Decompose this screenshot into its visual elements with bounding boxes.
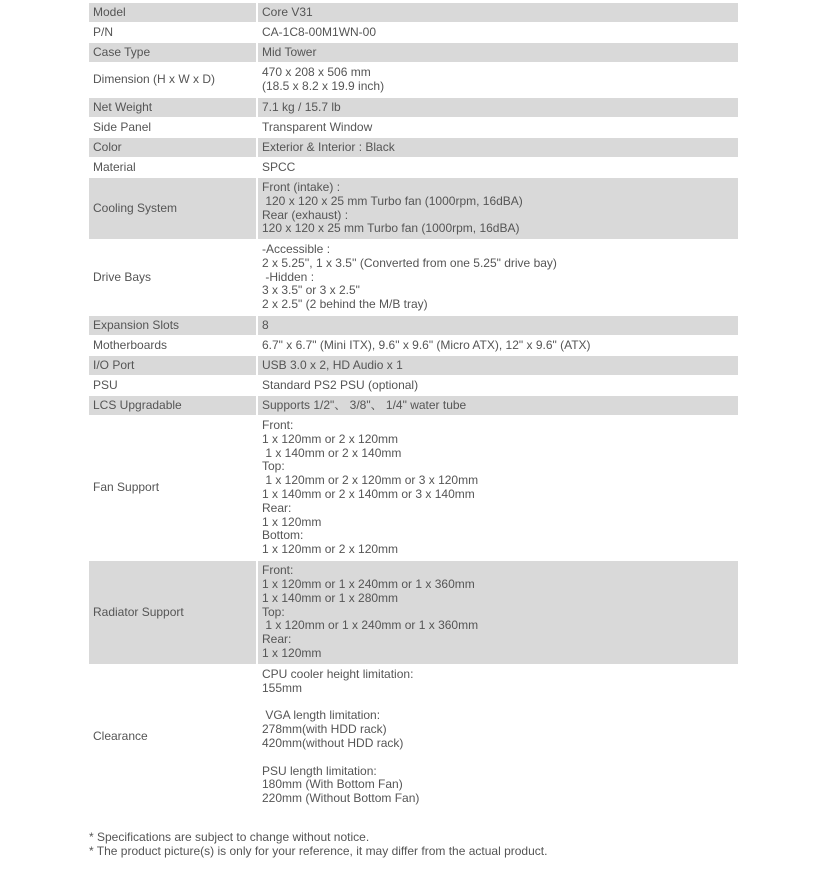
spec-value-line: 155mm xyxy=(262,680,303,695)
spec-label: Side Panel xyxy=(89,118,258,138)
spec-value-line: 120 x 120 x 25 mm Turbo fan (1000rpm, 16dBA) xyxy=(262,221,520,236)
spec-value-line: 1 x 140mm or 2 x 140mm xyxy=(262,445,402,460)
spec-value-line: Transparent Window xyxy=(262,119,373,134)
spec-row xyxy=(89,416,738,561)
spec-row xyxy=(89,665,738,810)
spec-row xyxy=(89,43,738,63)
spec-value-line: Rear: xyxy=(262,500,292,515)
spec-value-line: Core V31 xyxy=(262,4,313,19)
spec-row xyxy=(89,396,738,416)
spec-value xyxy=(258,118,738,138)
spec-label: Drive Bays xyxy=(89,240,258,316)
spec-value-line: Supports 1/2"、 3/8"、 1/4" water tube xyxy=(262,397,467,412)
spec-label: Cooling System xyxy=(89,178,258,240)
spec-table xyxy=(89,3,738,810)
spec-label: Case Type xyxy=(89,43,258,63)
spec-label: Material xyxy=(89,158,258,178)
footnote-picture: * The product picture(s) is only for your reference, it may differ from the actual product. xyxy=(89,843,548,858)
spec-row xyxy=(89,118,738,138)
spec-value-line: Rear (exhaust) : xyxy=(262,207,349,222)
spec-value xyxy=(258,665,738,810)
spec-value xyxy=(258,43,738,63)
spec-row xyxy=(89,376,738,396)
spec-value-line: (18.5 x 8.2 x 19.9 inch) xyxy=(262,79,385,93)
spec-value xyxy=(258,158,738,178)
spec-value xyxy=(258,316,738,336)
spec-row xyxy=(89,98,738,118)
spec-value-line: 180mm (With Bottom Fan) xyxy=(262,777,403,792)
spec-value-line: Mid Tower xyxy=(262,44,317,59)
spec-value-line: 420mm(without HDD rack) xyxy=(262,736,404,750)
spec-value xyxy=(258,376,738,396)
spec-row xyxy=(89,158,738,178)
spec-value-line: CPU cooler height limitation: xyxy=(262,667,414,682)
spec-value xyxy=(258,396,738,416)
spec-value xyxy=(258,98,738,118)
spec-value xyxy=(258,356,738,376)
spec-value xyxy=(258,63,738,98)
spec-value xyxy=(258,240,738,316)
spec-value xyxy=(258,23,738,43)
spec-value-line: 278mm(with HDD rack) xyxy=(262,722,387,737)
spec-value-line: -Hidden : xyxy=(262,269,315,284)
spec-row xyxy=(89,336,738,356)
spec-value-line: -Accessible : xyxy=(262,242,331,256)
spec-label: Model xyxy=(89,3,258,23)
spec-value-line: 8 xyxy=(262,317,269,332)
spec-label: PSU xyxy=(89,376,258,396)
spec-value-line: 1 x 120mm or 2 x 120mm xyxy=(262,431,399,446)
spec-table-body xyxy=(89,3,738,810)
spec-label: Dimension (H x W x D) xyxy=(89,63,258,98)
spec-value-line xyxy=(262,751,734,765)
spec-value-line: 470 x 208 x 506 mm xyxy=(262,65,371,80)
spec-row xyxy=(89,63,738,98)
spec-value-line: 120 x 120 x 25 mm Turbo fan (1000rpm, 16dBA) xyxy=(262,193,523,208)
spec-value-line: PSU length limitation: xyxy=(262,763,377,778)
spec-value-line: 1 x 120mm or 1 x 240mm or 1 x 360mm xyxy=(262,577,475,591)
spec-value-line: 1 x 120mm xyxy=(262,645,322,660)
spec-row xyxy=(89,138,738,158)
spec-value xyxy=(258,561,738,665)
spec-value-line: Front (intake) : xyxy=(262,179,341,194)
spec-label: Color xyxy=(89,138,258,158)
spec-value-line: 1 x 120mm or 1 x 240mm or 1 x 360mm xyxy=(262,618,479,633)
spec-value-line: Front: xyxy=(262,563,294,578)
spec-label: Motherboards xyxy=(89,336,258,356)
spec-label: Expansion Slots xyxy=(89,316,258,336)
spec-value-line: USB 3.0 x 2, HD Audio x 1 xyxy=(262,357,403,372)
spec-label: Radiator Support xyxy=(89,561,258,665)
footnotes xyxy=(89,831,547,859)
spec-value xyxy=(258,416,738,561)
spec-value-line: 7.1 kg / 15.7 lb xyxy=(262,99,341,114)
spec-value-line: Standard PS2 PSU (optional) xyxy=(262,377,419,392)
spec-value-line: Exterior & Interior : Black xyxy=(262,139,395,154)
spec-value-line: 1 x 140mm or 2 x 140mm or 3 x 140mm xyxy=(262,487,475,501)
footnote-changes: * Specifications are subject to change without notice. xyxy=(89,830,370,844)
spec-label: Fan Support xyxy=(89,416,258,561)
spec-value-line: Bottom: xyxy=(262,528,304,543)
spec-row xyxy=(89,240,738,316)
spec-value-line: SPCC xyxy=(262,159,296,174)
spec-value-line: CA-1C8-00M1WN-00 xyxy=(262,24,377,39)
spec-value-line: 2 x 2.5" (2 behind the M/B tray) xyxy=(262,297,428,312)
spec-value-line: Rear: xyxy=(262,632,292,647)
spec-value-line: VGA length limitation: xyxy=(262,708,381,723)
spec-label: LCS Upgradable xyxy=(89,396,258,416)
spec-value-line: Top: xyxy=(262,459,285,474)
spec-value xyxy=(258,138,738,158)
spec-row xyxy=(89,316,738,336)
spec-value-line: Top: xyxy=(262,604,285,619)
spec-row xyxy=(89,23,738,43)
spec-value-line xyxy=(262,696,734,710)
spec-row xyxy=(89,561,738,665)
spec-value-line: 1 x 120mm or 2 x 120mm xyxy=(262,542,399,557)
spec-value xyxy=(258,178,738,240)
spec-value-line: 6.7" x 6.7" (Mini ITX), 9.6" x 9.6" (Micro ATX), 12" x 9.6" (ATX) xyxy=(262,337,591,352)
spec-label: I/O Port xyxy=(89,356,258,376)
spec-value-line: 1 x 140mm or 1 x 280mm xyxy=(262,590,399,605)
spec-row xyxy=(89,3,738,23)
spec-value-line: 3 x 3.5" or 3 x 2.5" xyxy=(262,283,360,298)
spec-label: Net Weight xyxy=(89,98,258,118)
spec-label: P/N xyxy=(89,23,258,43)
spec-label: Clearance xyxy=(89,665,258,810)
spec-value-line: Front: xyxy=(262,418,294,433)
spec-value xyxy=(258,336,738,356)
spec-value-line: 1 x 120mm or 2 x 120mm or 3 x 120mm xyxy=(262,473,479,488)
spec-row xyxy=(89,356,738,376)
spec-value-line: 220mm (Without Bottom Fan) xyxy=(262,791,420,806)
spec-row xyxy=(89,178,738,240)
spec-value-line: 2 x 5.25'', 1 x 3.5'' (Converted from one 5.25" drive bay) xyxy=(262,255,557,270)
spec-value xyxy=(258,3,738,23)
spec-value-line: 1 x 120mm xyxy=(262,514,322,529)
